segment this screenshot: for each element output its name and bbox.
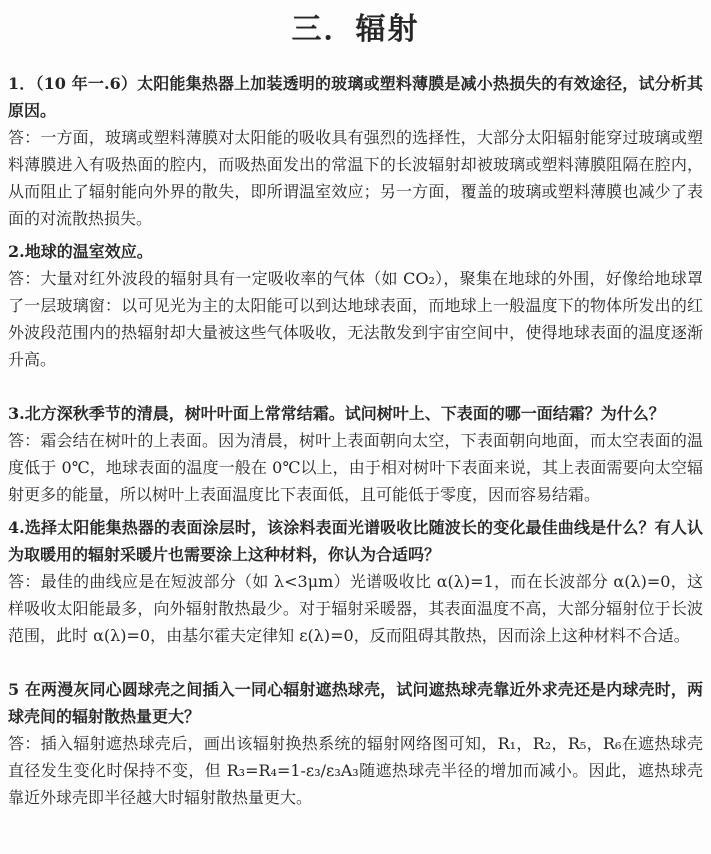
question-3-text: 3.北方深秋季节的清晨，树叶叶面上常常结霜。试问树叶上、下表面的哪一面结霜？为什么？ <box>8 404 665 423</box>
qa-block-2 <box>8 238 703 373</box>
document-title: 三．辐射 <box>291 12 420 47</box>
qa-block-5 <box>8 676 703 811</box>
answer-4-text: 答：最佳的曲线应是在短波部分（如 λ<3μm）光谱吸收比 α(λ)=1，而在长波部分 α(λ)=0，这样吸收太阳能最多，向外辐射散热最少。对于辐射采暖器，其表面温度不高，大部分辐射位于长波范围，此时 α(λ)=0，由基尔霍夫定律知 ε(λ)=0，反而阻碍其散热，因而涂上这种材料不合适。 <box>8 572 703 645</box>
question-4-text: 4.选择太阳能集热器的表面涂层时，该涂料表面光谱吸收比随波长的变化最佳曲线是什么？有人认为取暖用的辐射采暖片也需要涂上这种材料，你认为合适吗？ <box>8 518 703 564</box>
question-1-text: 1．（10 年一.6）太阳能集热器上加装透明的玻璃或塑料薄膜是减小热损失的有效途径，试分析其原因。 <box>8 74 703 120</box>
question-2-text: 2.地球的温室效应。 <box>8 242 153 261</box>
answer-2-text: 答：大量对红外波段的辐射具有一定吸收率的气体（如 CO₂），聚集在地球的外围，好像给地球罩了一层玻璃窗：以可见光为主的太阳能可以到达地球表面，而地球上一般温度下的物体所发出的红外波段范围内的热辐射却大量被这些气体吸收，无法散发到宇宙空间中，使得地球表面的温度逐渐升高。 <box>8 269 703 369</box>
qa-block-4 <box>8 514 703 649</box>
answer-5-text: 答：插入辐射遮热球壳后，画出该辐射换热系统的辐射网络图可知，R₁，R₂，R₅，R₆在遮热球壳直径发生变化时保持不变，但 R₃=R₄=1-ε₃/ε₃A₃随遮热球壳半径的增加而减小。因此，遮热球壳靠近外球壳即半径越大时辐射散热量更大。 <box>8 734 703 807</box>
qa-block-3 <box>8 400 703 508</box>
qa-block-1 <box>8 70 703 232</box>
answer-3-text: 答：霜会结在树叶的上表面。因为清晨，树叶上表面朝向太空，下表面朝向地面，而太空表面的温度低于 0℃，地球表面的温度一般在 0℃以上，由于相对树叶下表面来说，其上表面需要向太空辐射更多的能量，所以树叶上表面温度比下表面低，且可能低于零度，因而容易结霜。 <box>8 431 703 504</box>
answer-1-text: 答：一方面，玻璃或塑料薄膜对太阳能的吸收具有强烈的选择性，大部分太阳辐射能穿过玻璃或塑料薄膜进入有吸热面的腔内，而吸热面发出的常温下的长波辐射却被玻璃或塑料薄膜阻隔在腔内，从而阻止了辐射能向外界的散失，即所谓温室效应；另一方面，覆盖的玻璃或塑料薄膜也减少了表面的对流散热损失。 <box>8 128 703 228</box>
question-5-text: 5 在两漫灰同心圆球壳之间插入一同心辐射遮热球壳，试问遮热球壳靠近外求壳还是内球壳时，两球壳间的辐射散热量更大？ <box>8 680 703 726</box>
